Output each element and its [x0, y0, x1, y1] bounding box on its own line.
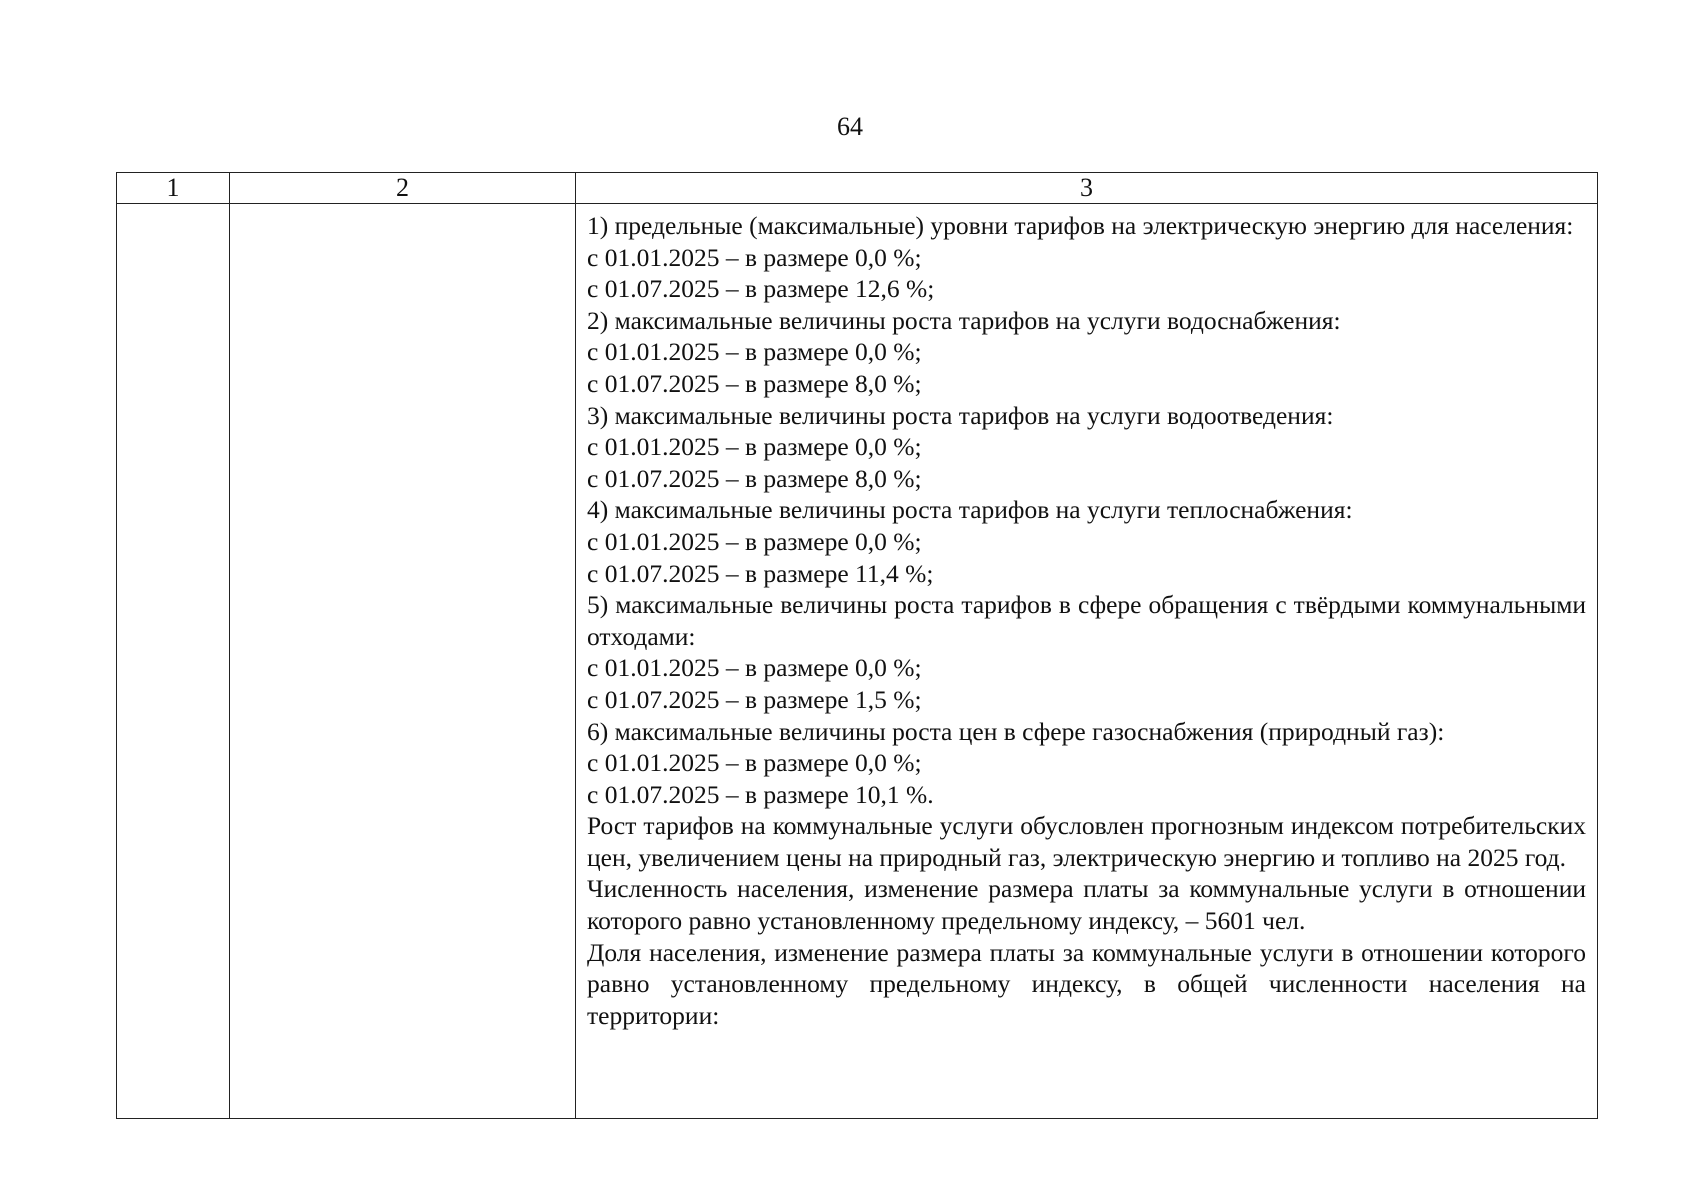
paragraph: 4) максимальные величины роста тарифов на услуги теплоснабжения: — [587, 495, 1353, 525]
document-table — [116, 172, 1598, 1119]
paragraph: с 01.01.2025 – в размере 0,0 %; — [587, 242, 922, 272]
paragraph: Рост тарифов на коммунальные услуги обусловлен прогнозным индексом потребительских цен, увеличением цены на природный газ, электрическую энергию и топливо на 2025 год. — [587, 811, 1586, 872]
table-row — [117, 204, 1598, 1119]
paragraph: с 01.01.2025 – в размере 0,0 %; — [587, 653, 922, 683]
paragraph: с 01.07.2025 – в размере 8,0 %; — [587, 368, 922, 398]
paragraph: 1) предельные (максимальные) уровни тарифов на электрическую энергию для населения: — [587, 211, 1574, 240]
column-header-3: 3 — [576, 173, 1598, 204]
page-number: 64 — [837, 112, 863, 141]
column-1-cell — [117, 204, 230, 1119]
paragraph: 6) максимальные величины роста цен в сфере газоснабжения (природный газ): — [587, 716, 1445, 746]
tariff-text — [576, 204, 1597, 1031]
column-header-1: 1 — [117, 173, 230, 204]
paragraph: с 01.07.2025 – в размере 8,0 %; — [587, 463, 922, 493]
paragraph: 3) максимальные величины роста тарифов на услуги водоотведения: — [587, 400, 1334, 430]
paragraph: Численность населения, изменение размера платы за коммунальные услуги в отношении которого равно установленному предельному индексу, – 5601 чел. — [587, 874, 1586, 936]
table-header-row — [117, 173, 1598, 204]
paragraph: с 01.07.2025 – в размере 1,5 %; — [587, 684, 922, 714]
column-header-2: 2 — [230, 173, 576, 204]
paragraph: с 01.01.2025 – в размере 0,0 %; — [587, 432, 922, 462]
paragraph: 2) максимальные величины роста тарифов на услуги водоснабжения: — [587, 305, 1341, 335]
paragraph: с 01.07.2025 – в размере 12,6 %; — [587, 274, 935, 304]
paragraph: с 01.07.2025 – в размере 11,4 %; — [587, 558, 934, 588]
paragraph: с 01.01.2025 – в размере 0,0 %; — [587, 337, 922, 367]
paragraph: 5) максимальные величины роста тарифов в сфере обращения с твёрдыми коммунальными отходами: — [587, 590, 1586, 651]
paragraph: с 01.01.2025 – в размере 0,0 %; — [587, 748, 922, 778]
paragraph: с 01.01.2025 – в размере 0,0 %; — [587, 526, 922, 556]
column-2-cell — [230, 204, 576, 1119]
paragraph: Доля населения, изменение размера платы за коммунальные услуги в отношении которого равно установленному предельному индексу, в общей численности населения на территории: — [587, 937, 1586, 1030]
paragraph: с 01.07.2025 – в размере 10,1 %. — [587, 779, 934, 809]
column-3-cell — [576, 204, 1598, 1119]
